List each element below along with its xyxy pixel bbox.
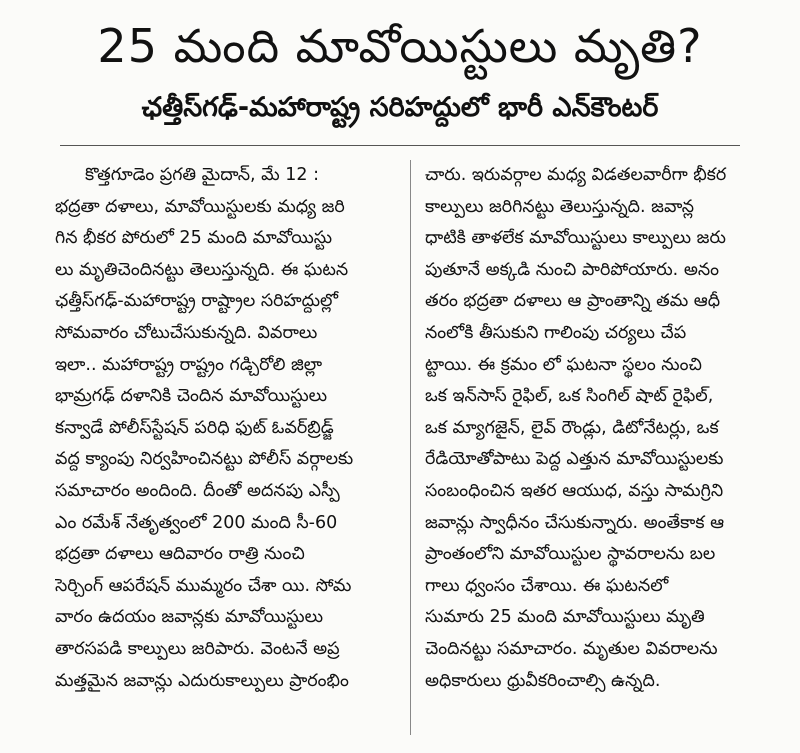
left-column	[55, 160, 405, 740]
article-line: వద్ద క్యాంపు నిర్వహించినట్టు పోలీస్ వర్గాలకు	[55, 449, 354, 470]
article-line: సంబంధించిన ఇతర ఆయుధ, వస్తు సామగ్రిని	[425, 480, 724, 501]
article-line: ఛత్తీస్‌గఢ్‌-మహారాష్ట్ర రాష్ట్రాల సరిహద్దుల్లో	[55, 291, 339, 312]
article-line: ఒక మ్యాగజైన్, లైవ్ రౌండ్లు, డిటోనేటర్లు, ఒక	[425, 417, 719, 438]
article-line: ఇలా.. మహారాష్ట్ర రాష్ట్రం గడ్చిరోలి జిల్లా	[55, 354, 323, 375]
article-line: సమాచారం అందింది. దీంతో అదనపు ఎస్పీ	[55, 480, 340, 501]
article-line: మత్తమైన జవాన్లు ఎదురుకాల్పులు ప్రారంభిం	[55, 670, 349, 691]
article-line: నంలోకి తీసుకుని గాలింపు చర్యలు చేప	[425, 322, 687, 343]
article-line: భామ్రగఢ్‌ దళానికి చెందిన మావోయిస్టులు	[55, 386, 328, 407]
article-line: కాల్పులు జరిగినట్టు తెలుస్తున్నది. జవాన్ల	[425, 196, 695, 217]
column-divider	[410, 160, 411, 735]
article-line: లు మృతిచెందినట్టు తెలుస్తున్నది. ఈ ఘటన	[55, 259, 349, 280]
article-line: గిన భీకర పోరులో 25 మంది మావోయిస్టు	[55, 228, 333, 249]
article-line: అధికారులు ధ్రువీకరించాల్సి ఉన్నది.	[425, 670, 661, 691]
article-line: చెందినట్టు సమాచారం. మృతుల వివరాలను	[425, 638, 718, 659]
article-line: సుమారు 25 మంది మావోయిస్టులు మృతి	[425, 607, 705, 628]
article-line: భద్రతా దళాలు ఆదివారం రాత్రి నుంచి	[55, 544, 305, 565]
article-line: ట్టాయి. ఈ క్రమం లో ఘటనా స్థలం నుంచి	[425, 354, 702, 375]
article-line: సెర్చింగ్ ఆపరేషన్ ముమ్మరం చేశా యి. సోమ	[55, 575, 352, 596]
article-line: వారం ఉదయం జవాన్లకు మావోయిస్టులు	[55, 607, 324, 628]
article-line: కన్వాడే పోలీస్‌స్టేషన్ పరిధి ఫుట్ ఓవర్‌బ్రిడ్జ్	[55, 417, 334, 438]
article-line: ఒక ఇన్‌సాస్ రైఫిల్, ఒక సింగిల్ షాట్ రైఫిల్,	[425, 386, 714, 407]
article-line: తరం భద్రతా దళాలు ఆ ప్రాంతాన్ని తమ ఆధీ	[425, 291, 721, 312]
article-line: కొత్తగూడెం ప్రగతి మైదాన్, మే 12 :	[85, 165, 319, 185]
headline-rule	[60, 145, 740, 146]
article-line: భద్రతా దళాలు, మావోయిస్టులకు మధ్య జరి	[55, 196, 345, 217]
subheadline: ఛత్తీస్‌గఢ్‌-మహారాష్ట్ర సరిహద్దులో భారీ ఎన్‌కౌంటర్‌	[141, 92, 659, 123]
article-line: ధాటికి తాళలేక మావోయిస్టులు కాల్పులు జరు	[425, 228, 726, 249]
article-line: రేడియోతోపాటు పెద్ద ఎత్తున మావోయిస్టులకు	[425, 449, 724, 470]
right-column	[425, 160, 765, 740]
article-line: పుతూనే అక్కడి నుంచి పారిపోయారు. అనం	[425, 259, 719, 280]
article-line: తారసపడి కాల్పులు జరిపారు. వెంటనే అప్ర	[55, 638, 340, 659]
article-line: ప్రాంతంలోని మావోయిస్టుల స్థావరాలను బల	[425, 544, 716, 565]
article-line: చారు. ఇరువర్గాల మధ్య విడతలవారీగా భీకర	[425, 165, 727, 185]
headline: 25 మంది మావోయిస్టులు మృతి?	[97, 19, 703, 73]
article-line: సోమవారం చోటుచేసుకున్నది. వివరాలు	[55, 322, 318, 343]
article-line: జవాన్లు స్వాధీనం చేసుకున్నారు. అంతేకాక ఆ	[425, 512, 725, 533]
article-line: గాలు ధ్వంసం చేశాయి. ఈ ఘటనలో	[425, 575, 669, 596]
article-line: ఎం రమేశ్‌ నేతృత్వంలో 200 మంది సీ-60	[55, 512, 338, 533]
